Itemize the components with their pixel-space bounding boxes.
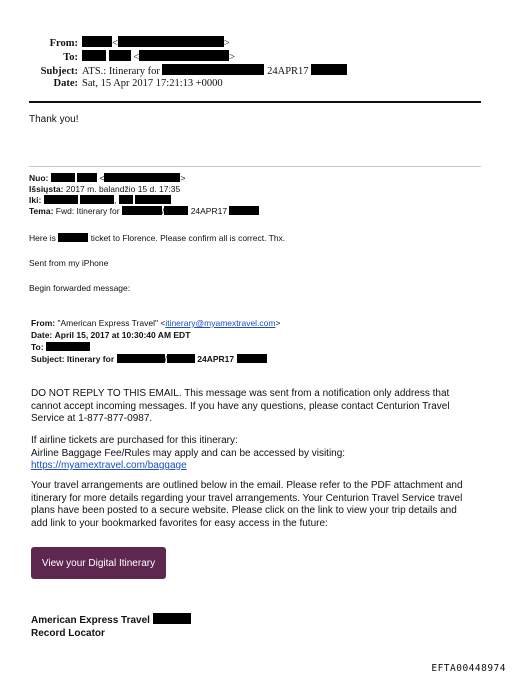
sent-from-line: Sent from my iPhone <box>29 258 109 268</box>
amex-date-row <box>31 330 190 340</box>
redaction <box>77 173 97 182</box>
notice-paragraph: DO NOT REPLY TO THIS EMAIL. This message was sent from a notification only address that cannot accept incoming messages. If you have any questions, please contact Centurion Travel Service at 1-877-877-0987. <box>31 388 450 424</box>
redaction <box>229 206 259 215</box>
locator-line-2: Record Locator <box>31 627 105 639</box>
fwd-subject-row: Tema: Fwd: Itinerary for / 24APR17 <box>29 206 259 216</box>
outer-to-row: To: < > <box>0 50 235 63</box>
redaction <box>46 342 90 351</box>
document-reference: EFTA00448974 <box>431 663 506 674</box>
amex-from-label: From: <box>31 318 56 328</box>
redaction <box>122 206 162 215</box>
amex-subject-row: Subject: Itinerary for / 24APR17 <box>31 354 267 364</box>
redaction <box>135 195 171 204</box>
fwd-sent-row <box>29 184 180 194</box>
redaction <box>139 50 229 61</box>
amex-from-row: From: "American Express Travel" <itinerary@myamextravel.com> <box>31 318 281 328</box>
redaction <box>117 354 165 363</box>
redaction <box>224 64 264 75</box>
redaction <box>162 64 224 75</box>
redaction <box>58 233 88 242</box>
fwd-to-label: Iki: <box>29 195 42 205</box>
outer-subject-label: Subject: <box>40 66 78 77</box>
fwd-subject-code: 24APR17 <box>190 206 228 216</box>
amex-date-label: Date: <box>31 330 53 340</box>
redaction <box>109 50 131 61</box>
amex-subject-prefix: Itinerary for <box>66 354 115 364</box>
outer-subject-code: 24APR17 <box>267 66 309 77</box>
outer-subject-row <box>0 64 347 77</box>
reply-text: Thank you! <box>29 114 79 125</box>
arrangements-paragraph: Your travel arrangements are outlined below in the email. Please refer to the PDF attachment and itinerary for more details regarding your travel arrangements. Your Centurion Travel Service travel plans have been posted to a secure website. Please click on the link to view your trip details and add link to your bookmarked favorites for easy access in the future: <box>31 480 463 529</box>
redaction <box>80 195 114 204</box>
quote-divider <box>29 166 481 167</box>
redaction <box>119 195 133 204</box>
fwd-subject-prefix: Fwd: Itinerary for <box>55 206 120 216</box>
begin-forwarded-line: Begin forwarded message: <box>29 283 131 293</box>
redaction <box>82 36 112 47</box>
redaction <box>237 354 267 363</box>
redaction <box>118 36 224 47</box>
amex-subject-code: 24APR17 <box>197 354 235 364</box>
amex-subject-label: Subject: <box>31 354 65 364</box>
outer-from-row: From: < > <box>0 36 230 49</box>
amex-to-row <box>31 342 90 352</box>
outer-date-value: Sat, 15 Apr 2017 17:21:13 +0000 <box>82 78 223 89</box>
baggage-link[interactable]: https://myamextravel.com/baggage <box>31 460 187 471</box>
outer-to-label: To: <box>63 52 78 63</box>
redaction <box>51 173 75 182</box>
fwd-to-row: Iki: , <box>29 195 171 205</box>
redaction <box>167 354 195 363</box>
redaction <box>311 64 347 75</box>
fwd-line-1: Here is ticket to Florence. Please confirm all is correct. Thx. <box>29 233 286 243</box>
outer-date-label: Date: <box>53 78 78 89</box>
outer-date-row <box>0 78 223 89</box>
redaction <box>44 195 78 204</box>
record-locator <box>31 613 191 640</box>
fwd-sent-label: Išsiųsta: <box>29 184 64 194</box>
fwd-from-label: Nuo: <box>29 173 49 183</box>
header-divider <box>29 101 481 103</box>
view-digital-itinerary-button[interactable]: View your Digital Itinerary <box>31 547 166 579</box>
fwd-subject-label: Tema: <box>29 206 54 216</box>
locator-line-1: American Express Travel <box>31 615 150 626</box>
redaction <box>153 613 191 624</box>
amex-to-label: To: <box>31 342 44 352</box>
baggage-paragraph: If airline tickets are purchased for this itinerary: Airline Baggage Fee/Rules may apply and can be accessed by visiting: https://myamextravel.com/baggage <box>31 435 346 471</box>
outer-subject-prefix: ATS.: Itinerary for <box>82 66 160 77</box>
fwd-sent-value: 2017 m. balandžio 15 d. 17:35 <box>65 184 181 194</box>
redaction <box>164 206 188 215</box>
amex-date-value: April 15, 2017 at 10:30:40 AM EDT <box>54 330 191 340</box>
redaction <box>104 173 180 182</box>
outer-from-label: From: <box>49 38 78 49</box>
fwd-from-row: Nuo: < > <box>29 173 186 183</box>
redaction <box>82 50 106 61</box>
amex-from-email-link[interactable]: itinerary@myamextravel.com <box>165 318 276 328</box>
